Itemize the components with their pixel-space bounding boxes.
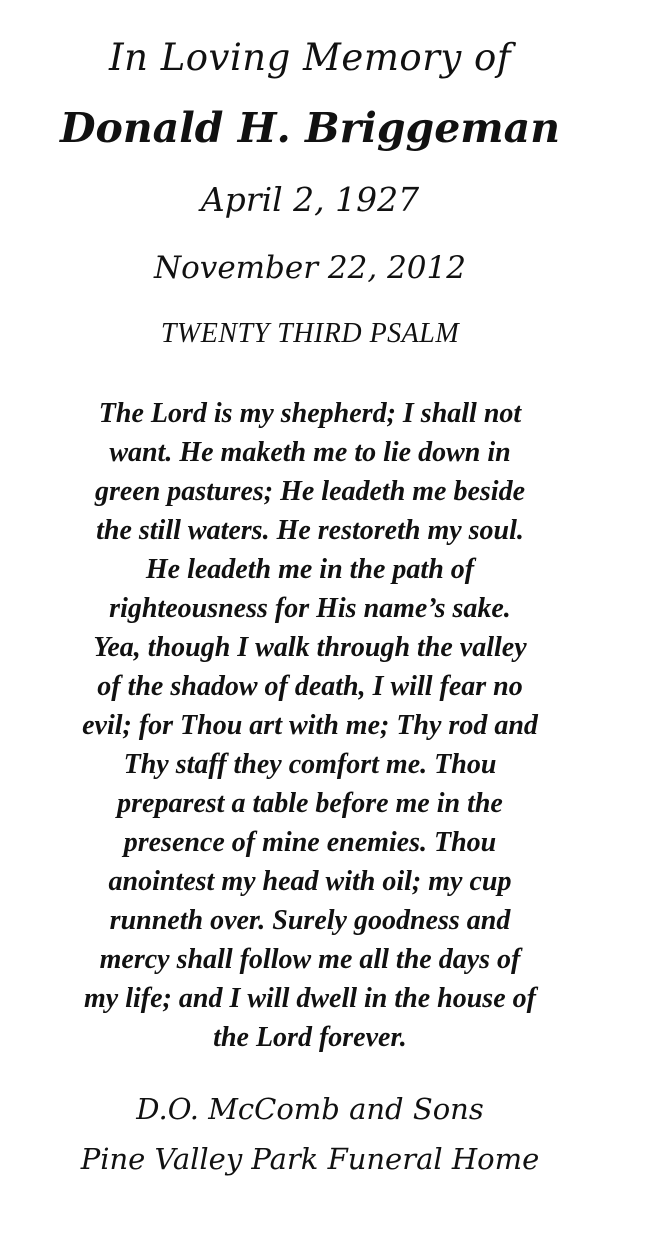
psalm-line: green pastures; He leadeth me beside: [94, 476, 526, 507]
deceased-name: Donald H. Briggeman: [59, 104, 561, 152]
psalm-line: the Lord forever.: [213, 1022, 407, 1053]
psalm-line: presence of mine enemies. Thou: [123, 827, 497, 858]
psalm-line: mercy shall follow me all the days of: [99, 944, 521, 975]
psalm-line: anointest my head with oil; my cup: [108, 866, 512, 897]
funeral-home-line-1: D.O. McComb and Sons: [136, 1092, 484, 1126]
psalm-line: want. He maketh me to lie down in: [109, 437, 511, 468]
intro-heading: In Loving Memory of: [108, 36, 512, 79]
psalm-line: preparest a table before me in the: [117, 788, 503, 819]
birth-date: April 2, 1927: [200, 180, 420, 219]
psalm-title: TWENTY THIRD PSALM: [160, 318, 460, 349]
psalm-line: righteousness for His name’s sake.: [109, 593, 511, 624]
psalm-line: He leadeth me in the path of: [145, 554, 475, 585]
funeral-home-line-2: Pine Valley Park Funeral Home: [80, 1142, 540, 1176]
psalm-line: of the shadow of death, I will fear no: [97, 671, 523, 702]
psalm-line: runneth over. Surely goodness and: [109, 905, 511, 936]
death-date: November 22, 2012: [154, 250, 466, 286]
psalm-line: evil; for Thou art with me; Thy rod and: [82, 710, 538, 741]
psalm-line: The Lord is my shepherd; I shall not: [98, 398, 522, 429]
psalm-line: Yea, though I walk through the valley: [93, 632, 527, 663]
psalm-line: my life; and I will dwell in the house of: [84, 983, 536, 1014]
psalm-text: [30, 394, 590, 1057]
psalm-line: the still waters. He restoreth my soul.: [96, 515, 524, 546]
psalm-line: Thy staff they comfort me. Thou: [123, 749, 497, 780]
